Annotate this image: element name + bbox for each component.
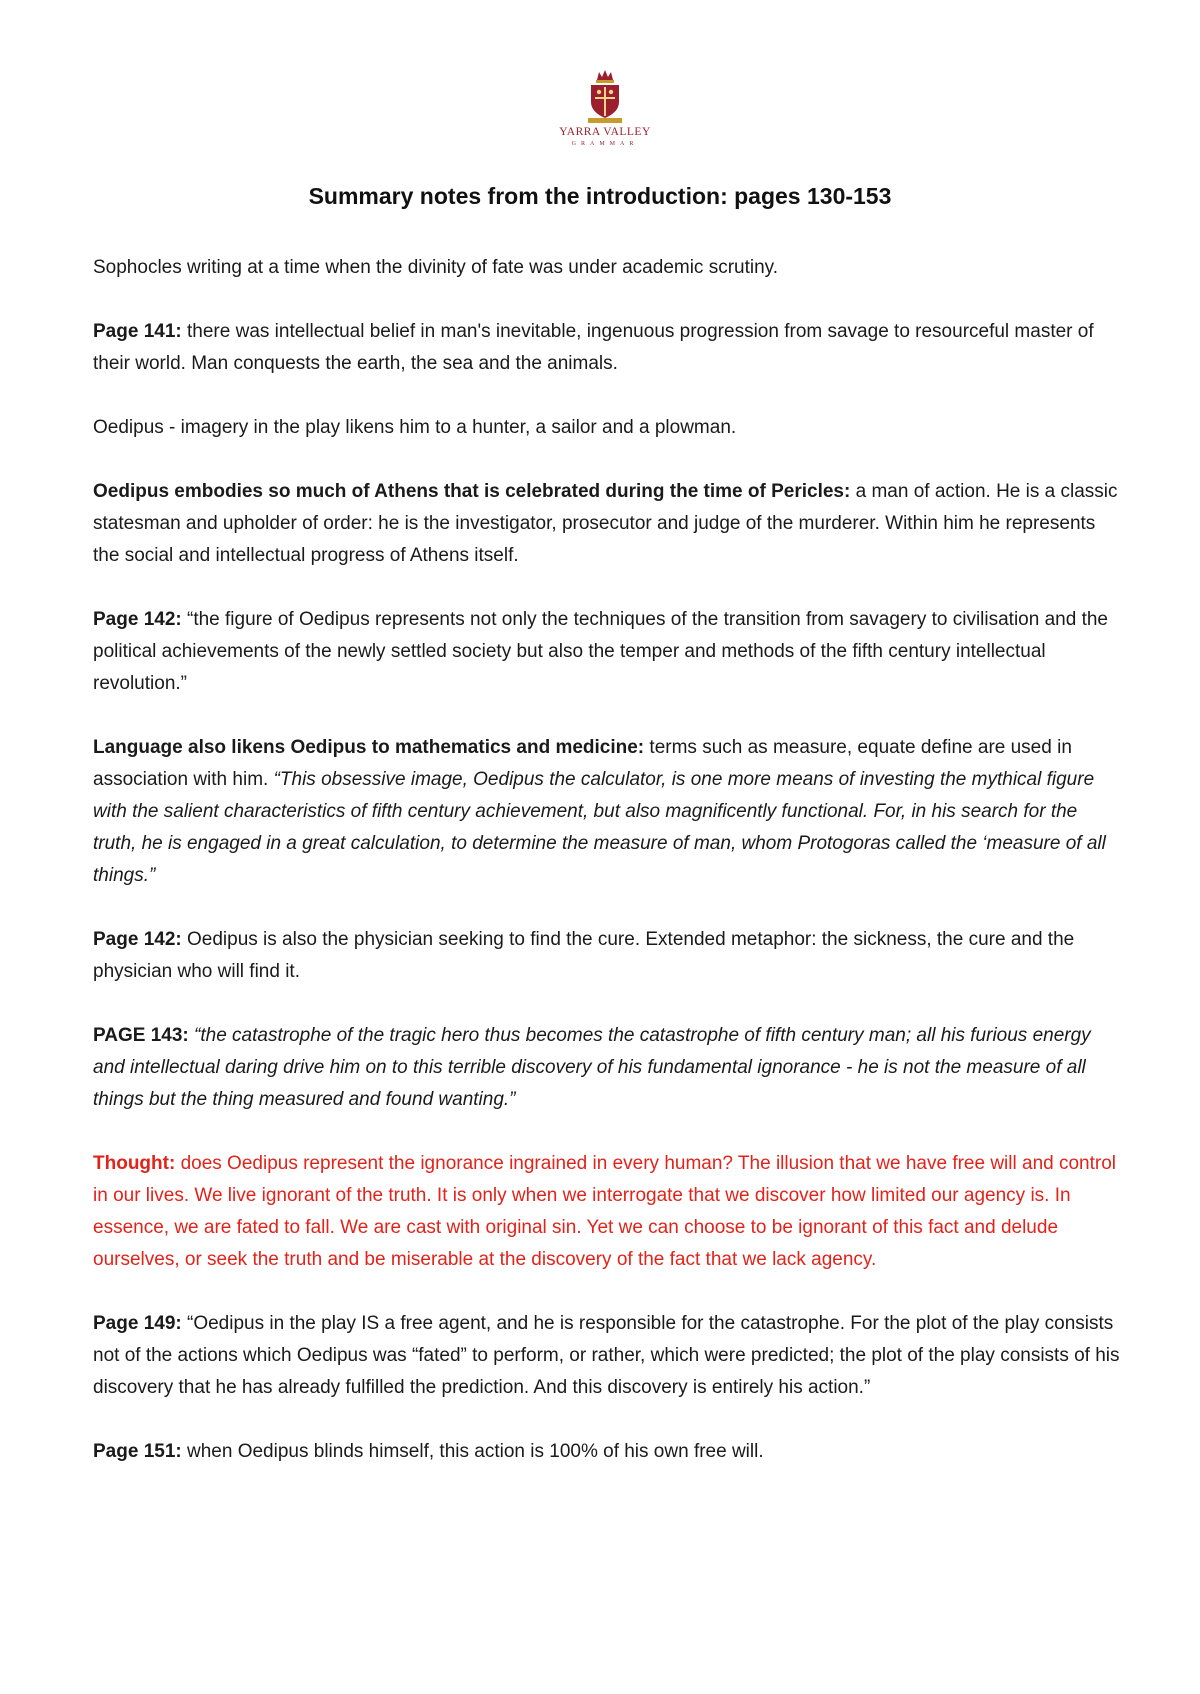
page-title: Summary notes from the introduction: pages 130-153 (308, 183, 892, 209)
paragraph-page-142-physician (93, 924, 1123, 988)
paragraph-text: “the figure of Oedipus represents not only the techniques of the transition from savagery to civilisation and the political achievements of the newly settled society but also the temper and methods of the fifth century intellectual revolution.” (93, 609, 1108, 694)
paragraph-lead: PAGE 143: (93, 1025, 189, 1046)
paragraph-lead: Page 142: (93, 929, 182, 950)
paragraph-language-mathematics (93, 732, 1123, 892)
logo-name: YARRA VALLEY (559, 126, 651, 138)
paragraph-lead: Page 151: (93, 1441, 182, 1462)
paragraph-text: terms such as measure, equate define are used in association with him. (93, 737, 1072, 790)
paragraph-text: a man of action. He is a classic statesman and upholder of order: he is the investigator, prosecutor and judge of the murderer. Within him he represents the social and intellectual progress of Athens itself. (93, 481, 1118, 566)
paragraph-lead: Thought: (93, 1153, 176, 1174)
paragraph-text: “Oedipus in the play IS a free agent, and he is responsible for the catastrophe. For the plot of the play consists not of the actions which Oedipus was “fated” to perform, or rather, which were predicted; the plot of the play consists of his discovery that he has already fulfilled the prediction. And this discovery is entirely his action.” (93, 1313, 1120, 1398)
paragraph-text: Oedipus is also the physician seeking to find the cure. Extended metaphor: the sickness, the cure and the physician who will find it. (93, 929, 1075, 982)
paragraph-lead: Page 149: (93, 1313, 182, 1334)
document-body (93, 252, 1123, 1500)
paragraph-page-142-figure (93, 604, 1123, 700)
paragraph-lead: Page 141: (93, 321, 182, 342)
paragraph-text: there was intellectual belief in man's inevitable, ingenuous progression from savage to resourceful master of their world. Man conquests the earth, the sea and the animals. (93, 321, 1094, 374)
paragraph-text: when Oedipus blinds himself, this action is 100% of his own free will. (181, 1441, 764, 1462)
paragraph-thought (93, 1148, 1123, 1276)
paragraph-oedipus-imagery (93, 412, 1123, 444)
paragraph-lead: Language also likens Oedipus to mathematics and medicine: (93, 737, 645, 758)
paragraph-page-143 (93, 1020, 1123, 1116)
logo-subtitle: GRAMMAR (571, 140, 639, 147)
paragraph-text: Sophocles writing at a time when the divinity of fate was under academic scrutiny. (93, 257, 779, 278)
school-crest-icon (583, 68, 627, 124)
school-logo (555, 68, 655, 147)
paragraph-quote: “This obsessive image, Oedipus the calculator, is one more means of investing the mythical figure with the salient characteristics of fifth century achievement, but also magnificently functional. For, in his search for the truth, he is engaged in a great calculation, to determine the measure of man, whom Protogoras called the ‘measure of all things.” (93, 769, 1106, 886)
paragraph-oedipus-athens (93, 476, 1123, 572)
paragraph-page-149 (93, 1308, 1123, 1404)
paragraph-text: does Oedipus represent the ignorance ingrained in every human? The illusion that we have free will and control in our lives. We live ignorant of the truth. It is only when we interrogate that we discover how limited our agency is. In essence, we are fated to fall. We are cast with original sin. Yet we can choose to be ignorant of this fact and delude ourselves, or seek the truth and be miserable at the discovery of the fact that we lack agency. (93, 1153, 1117, 1270)
paragraph-lead: Oedipus embodies so much of Athens that is celebrated during the time of Pericles: (93, 481, 851, 502)
paragraph-page-151 (93, 1436, 1123, 1468)
paragraph-text: Oedipus - imagery in the play likens him to a hunter, a sailor and a plowman. (93, 417, 737, 438)
paragraph-quote: “the catastrophe of the tragic hero thus becomes the catastrophe of fifth century man; all his furious energy and intellectual daring drive him on to this terrible discovery of his fundamental ignorance - he is not the measure of all things but the thing measured and found wanting.” (93, 1025, 1091, 1110)
paragraph-sophocles (93, 252, 1123, 284)
paragraph-page-141 (93, 316, 1123, 380)
paragraph-lead: Page 142: (93, 609, 182, 630)
